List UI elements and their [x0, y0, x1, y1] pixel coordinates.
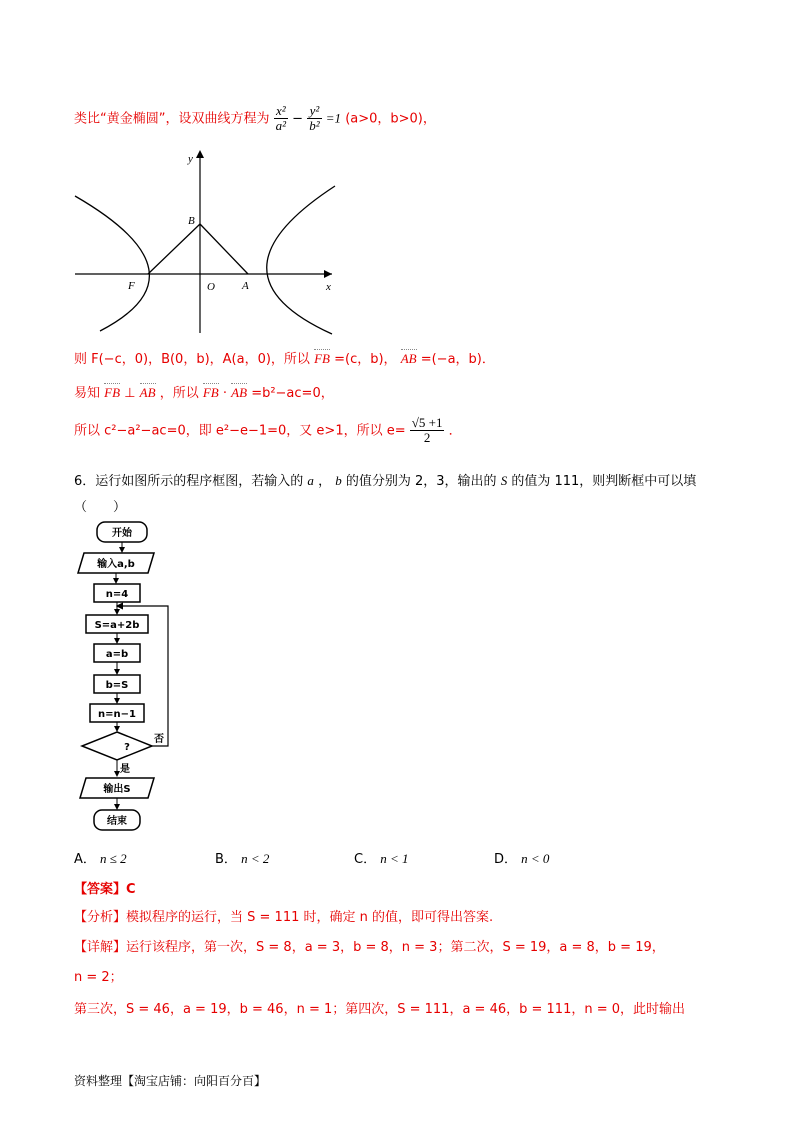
- svg-text:是: 是: [120, 764, 130, 775]
- golden-ratio-fraction: $\frac{√5 +1}{2}$: [411, 415, 443, 446]
- answer-value: C: [126, 882, 136, 897]
- solution-line2: 易知 FB ⊥ AB ，所以 FB · AB =b²−ac=0，: [74, 385, 334, 401]
- label-F: F: [128, 280, 135, 292]
- label-O: O: [207, 281, 215, 293]
- label-B: B: [188, 215, 195, 227]
- svg-text:n=n−1: n=n−1: [98, 709, 136, 720]
- question-6-text: 6．运行如图所示的程序框图，若输入的 a ， b 的值分别为 2，3，输出的 S 的值为 111，则判断框中可以填: [74, 473, 697, 489]
- condition-text: (a>0，b>0)，: [345, 111, 436, 127]
- svg-text:?: ?: [124, 742, 130, 753]
- vector-FB: FB: [202, 385, 219, 400]
- vector-AB: AB: [139, 385, 156, 400]
- label-y: y: [188, 153, 193, 165]
- solution-line3: 所以 c²−a²−ac=0，即 e²−e−1=0，又 e>1，所以 e= $\frac{√5 +1}{2}$ ．: [74, 415, 462, 446]
- svg-text:结束: 结束: [107, 816, 127, 827]
- label-A: A: [242, 280, 249, 292]
- vector-AB: AB: [400, 351, 417, 366]
- detail-line-2: n = 2；: [74, 970, 123, 985]
- answer-line: 【答案】C: [74, 882, 136, 897]
- svg-text:开始: 开始: [112, 528, 132, 539]
- analysis-line: 【分析】模拟程序的运行，当 S = 111 时，确定 n 的值，即可得出答案.: [74, 910, 494, 925]
- y-axis-arrow: [196, 150, 204, 158]
- segment-FB: [148, 224, 200, 274]
- option-a[interactable]: A． n ≤ 2: [74, 851, 127, 867]
- solution-line1: 则 F(−c，0)，B(0，b)，A(a，0)，所以 FB =(c，b)， AB =(−a，b)．: [74, 351, 495, 367]
- svg-text:b=S: b=S: [105, 680, 129, 691]
- svg-text:n=4: n=4: [105, 589, 129, 600]
- vector-AB: AB: [231, 385, 248, 400]
- x-fraction: $\frac{\text{x²}}{\text{a²}}$: [275, 103, 287, 134]
- hyperbola-graph: [70, 148, 340, 338]
- flow-condition: [82, 732, 152, 760]
- hyperbola-right-branch: [267, 186, 335, 334]
- intro-text: 类比“黄金椭圆”，设双曲线方程为: [74, 111, 270, 127]
- question-6-paren: （ ）: [74, 500, 127, 515]
- page-footer: 资料整理【淘宝店铺：向阳百分百】: [74, 1074, 267, 1088]
- option-c[interactable]: C． n < 1: [354, 851, 409, 867]
- svg-text:输入a,b: 输入a,b: [97, 559, 135, 570]
- svg-text:a=b: a=b: [105, 649, 129, 660]
- x-axis-arrow: [324, 270, 332, 278]
- svg-text:S=a+2b: S=a+2b: [94, 620, 140, 631]
- solution-intro-line: 类比“黄金椭圆”，设双曲线方程为 $\frac{\text{x²}}{\text{a²}}$ − $\frac{\text{y²}}{\text{b²}}$ =1 (a>0，b>0)，: [74, 103, 436, 134]
- vector-FB: FB: [314, 351, 330, 366]
- detail-line-3: 第三次，S = 46，a = 19，b = 46，n = 1；第四次，S = 111，a = 46，b = 111，n = 0，此时输出: [74, 1002, 686, 1017]
- option-d[interactable]: D． n < 0: [494, 851, 550, 867]
- label-x: x: [326, 281, 331, 293]
- y-fraction: $\frac{\text{y²}}{\text{b²}}$: [309, 103, 320, 134]
- svg-text:否: 否: [154, 734, 164, 745]
- detail-line-1: 【详解】运行该程序，第一次，S = 8，a = 3，b = 8，n = 3；第二次，S = 19，a = 8，b = 19，: [74, 940, 665, 955]
- option-b[interactable]: B． n < 2: [215, 851, 270, 867]
- flowchart: [70, 518, 180, 838]
- svg-text:输出S: 输出S: [103, 784, 131, 795]
- segment-BA: [200, 224, 248, 274]
- vector-FB: FB: [104, 385, 121, 400]
- hyperbola-left-branch: [75, 196, 149, 331]
